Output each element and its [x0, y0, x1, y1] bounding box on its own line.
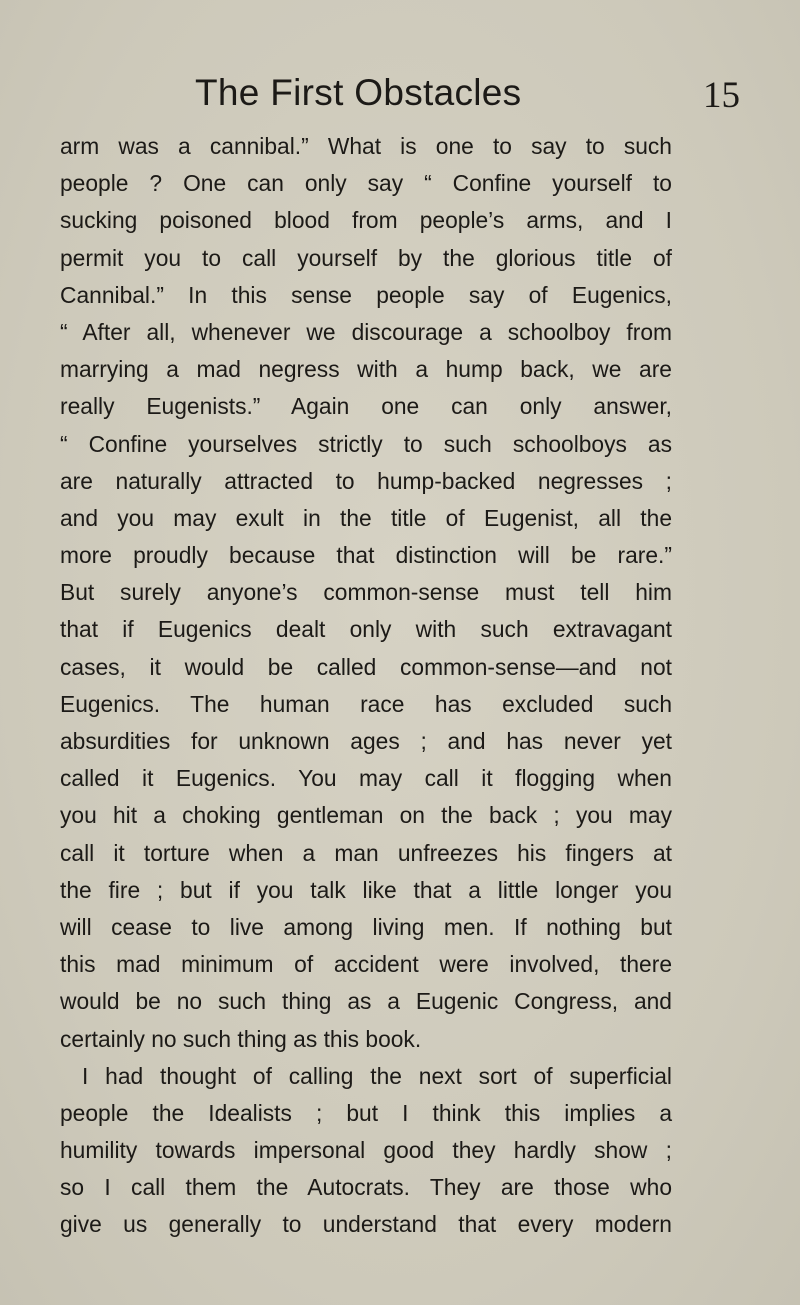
running-title: The First Obstacles [195, 72, 522, 113]
text-line: that if Eugenics dealt only with such extravagant [60, 616, 672, 643]
text-line: and you may exult in the title of Eugenist, all the [60, 504, 672, 531]
text-line: arm was a cannibal.” What is one to say to such [60, 133, 672, 159]
text-line: marrying a mad negress with a hump back, we are [60, 356, 672, 383]
text-line: But surely anyone’s common-sense must tell him [60, 579, 672, 606]
text-line: Eugenics. The human race has excluded such [60, 690, 672, 717]
text-line: “ After all, whenever we discourage a schoolboy from [60, 318, 672, 345]
text-line: more proudly because that distinction will be rare.” [60, 542, 672, 569]
text-line: humility towards impersonal good they hardly show ; [60, 1137, 672, 1164]
text-line: give us generally to understand that every modern [60, 1211, 672, 1238]
text-line: cases, it would be called common-sense—and not [60, 653, 672, 680]
text-line: this mad minimum of accident were involved, there [60, 951, 672, 978]
text-line: permit you to call yourself by the glorious title of [60, 244, 672, 271]
text-line: will cease to live among living men. If nothing but [60, 913, 672, 940]
text-line: people the Idealists ; but I think this implies a [60, 1099, 672, 1126]
text-line: called it Eugenics. You may call it flogging when [60, 765, 672, 792]
text-line: so I call them the Autocrats. They are those who [60, 1174, 672, 1201]
body-text [60, 128, 672, 1244]
text-line: would be no such thing as a Eugenic Congress, and [60, 988, 672, 1015]
text-line: are naturally attracted to hump-backed negresses ; [60, 467, 672, 494]
text-line: you hit a choking gentleman on the back ; you may [60, 802, 672, 829]
text-line: the fire ; but if you talk like that a little longer you [60, 876, 672, 903]
text-line: absurdities for unknown ages ; and has never yet [60, 728, 672, 754]
running-head [60, 72, 740, 122]
text-line: I had thought of calling the next sort of superficial [82, 1062, 672, 1089]
text-line: people ? One can only say “ Confine yourself to [60, 170, 672, 197]
text-line: certainly no such thing as this book. [60, 1025, 422, 1052]
text-line: really Eugenists.” Again one can only answer, [60, 393, 672, 420]
text-line: call it torture when a man unfreezes his fingers at [60, 839, 672, 866]
page-number: 15 [703, 75, 740, 116]
text-line: sucking poisoned blood from people’s arms, and I [60, 207, 672, 234]
text-line: Cannibal.” In this sense people say of Eugenics, [60, 281, 672, 308]
text-line: “ Confine yourselves strictly to such schoolboys as [60, 430, 672, 457]
